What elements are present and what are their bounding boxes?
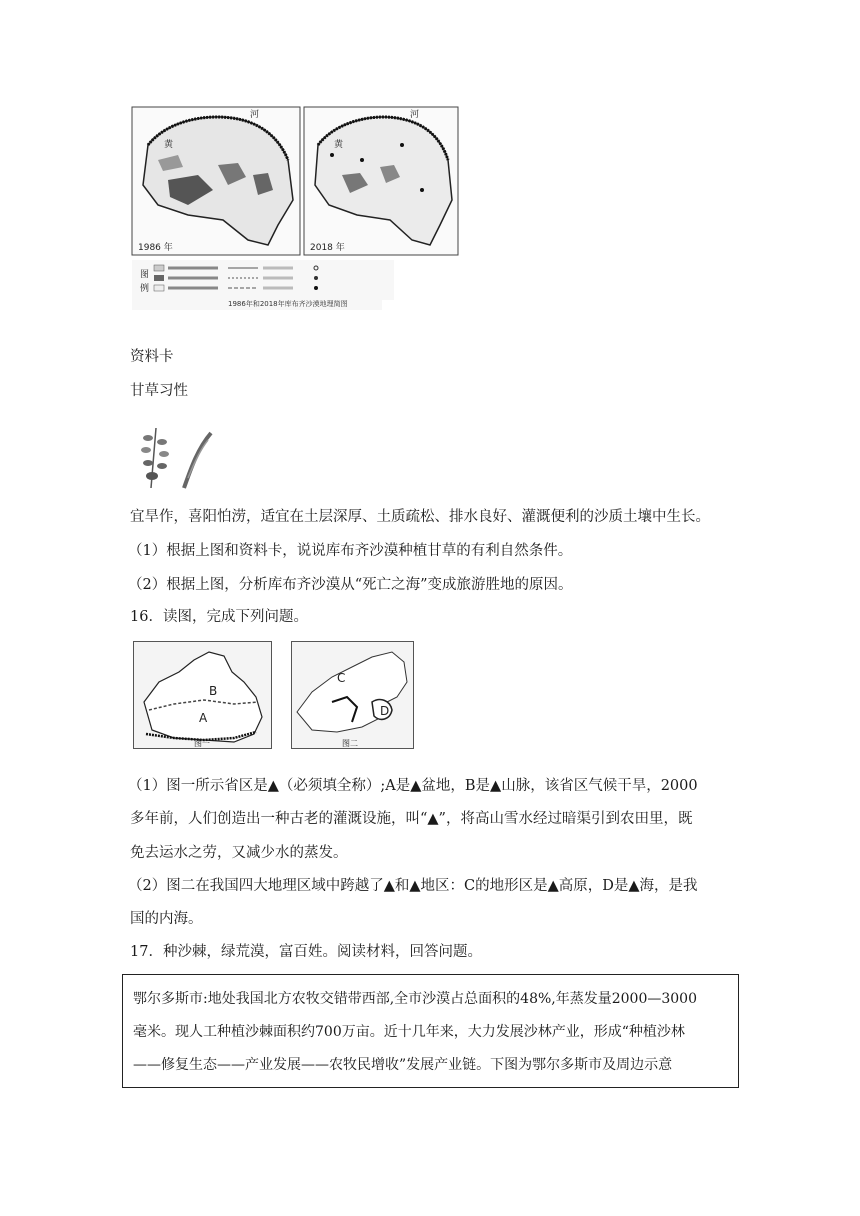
map2-label-c: C: [337, 671, 346, 685]
q17-material-box: [122, 974, 739, 1088]
q16-map-1: [133, 641, 272, 749]
q17-box-line3: ——修复生态——产业发展——农牧民增收”发展产业链。下图为鄂尔多斯市及周边示意: [133, 1057, 673, 1073]
desert-map-right-image: [302, 105, 462, 315]
licorice-plant-image: [136, 418, 216, 493]
question-16-1-line1: （1）图一所示省区是▲（必须填全称）;A是▲盆地，B是▲山脉，该省区气候干旱，2000: [128, 778, 698, 794]
question-16-title: 16．读图，完成下列问题。: [130, 609, 308, 625]
map2-label-d: D: [380, 704, 390, 718]
right-map-river-label: 河: [410, 110, 420, 120]
desert-map-right: [302, 105, 462, 315]
map1-label-a: A: [199, 711, 208, 725]
left-map-year: 1986 年: [138, 243, 173, 253]
q17-box-line2: 毫米。现人工种植沙棘面积约700万亩。近十几年来，大力发展沙林产业，形成“种植沙林: [133, 1024, 685, 1040]
figure-caption: 1986年和2018年库布齐沙漠地理简图: [228, 300, 348, 308]
question-16-1-line2: 多年前，人们创造出一种古老的灌溉设施，叫“▲”，将高山雪水经过暗渠引到农田里，既: [130, 811, 693, 827]
xinjiang-map: [134, 642, 271, 748]
question-15-2: （2）根据上图，分析库布齐沙漠从“死亡之海”变成旅游胜地的原因。: [128, 577, 573, 593]
question-17-title: 17．种沙棘，绿荒漠，富百姓。阅读材料，回答问题。: [130, 944, 482, 960]
question-16-2-line2: 国的内海。: [130, 911, 203, 927]
map1-label-b: B: [209, 684, 218, 698]
question-16-1-line3: 免去运水之劳，又减少水的蒸发。: [130, 845, 348, 861]
map1-caption: 图一: [194, 739, 210, 748]
legend-title-1: 图: [140, 270, 150, 280]
right-map-year: 2018 年: [310, 243, 345, 253]
licorice-plant-icon: [136, 418, 216, 493]
north-china-map: [292, 642, 413, 748]
question-15-1: （1）根据上图和资料卡，说说库布齐沙漠种植甘草的有利自然条件。: [128, 543, 573, 559]
question-16-2-line1: （2）图二在我国四大地理区域中跨越了▲和▲地区：C的地形区是▲高原，D是▲海，是我: [128, 878, 698, 894]
q17-box-line1: 鄂尔多斯市:地处我国北方农牧交错带西部,全市沙漠占总面积的48%,年蒸发量2000—3000: [133, 991, 697, 1007]
card-text: 宜旱作，喜阳怕涝，适宜在土层深厚、土质疏松、排水良好、灌溉便利的沙质土壤中生长。: [130, 509, 710, 525]
map2-caption: 图二: [342, 739, 358, 748]
right-map-yellow-label: 黄: [334, 140, 344, 150]
card-subtitle: 甘草习性: [130, 383, 188, 399]
left-map-river-label: 河: [250, 110, 260, 120]
q16-map-2: [291, 641, 414, 749]
card-title: 资料卡: [130, 349, 174, 365]
legend-title-2: 例: [140, 284, 150, 294]
left-map-yellow-label: 黄: [164, 140, 174, 150]
